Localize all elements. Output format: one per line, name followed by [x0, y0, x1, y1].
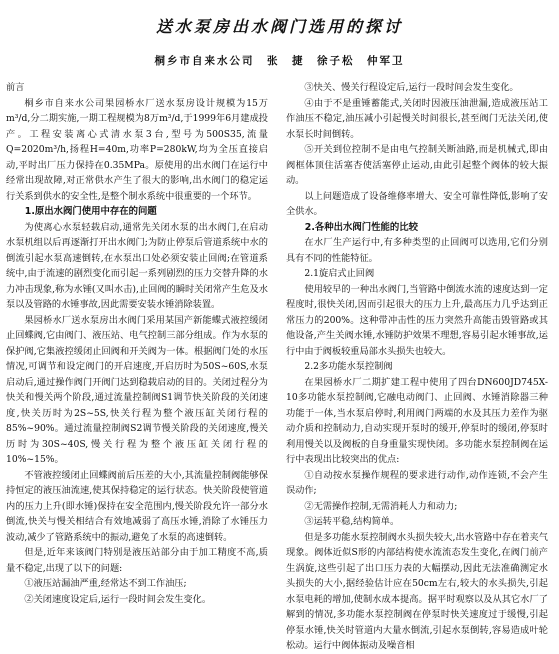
list-item: ④由于不是重锤蓄能式,关闭时因液压油泄漏,造成液压站工作油压不稳定,油压减小引起慢关时间很长,甚至阀门无法关闭,使水泵长时间倒转。	[286, 97, 548, 140]
list-item: ①自动按水泵操作规程的要求进行动作,动作连锁,不会产生误动作;	[286, 469, 548, 496]
paragraph: 为使离心水泵轻载启动,通常先关闭水泵的出水阀门,在启动水泵机组以后再逐渐打开出水阀门;为防止停泵后管道系统中水的倒流引起水泵高速倒转,在水泵出口处必须安装止回阀;在管道系统中,由于流速的剧烈变化而引起一系列剧烈的压力交替升降的水力冲击现象,称为水锤(又叫水击),止回阀的瞬时关闭常产生危及水泵以及管路的水锤事故,因此需要安装水锤消除装置。	[6, 221, 268, 310]
section-heading: 1.原出水阀门使用中存在的问题	[24, 206, 157, 217]
list-item: ③快关、慢关行程设定后,运行一段时间会发生变化。	[304, 82, 519, 93]
section-heading: 2.各种出水阀门性能的比较	[304, 221, 419, 233]
paragraph: 果园桥水厂送水泵房出水阀门采用某国产新能蝶式液控缓闭止回蝶阀,它由阀门、液压站、电气控制三部分组成。作为水泵的保护阀,它集液控缓闭止回阀和开关阀为一体。根据阀门处的水压情况,可调节和设定阀门的开启速度,开启历时为50S~60S,水泵启动后,通过操作阀门开阀门达到稳载启动的目的。关闭过程分为快关和慢关两个阶段,通过流量控制阀S1调节快关阶段的关闭速度,快关历时为2S~5S,快关行程为整个液压缸关闭行程的85%~90%。通过流量控制阀S2调节慢关阶段的关闭速度,慢关历时为30S~40S,慢关行程为整个液压缸关闭行程的10%~15%。	[6, 314, 268, 465]
preface-label: 前言	[6, 82, 25, 93]
paragraph: 在水厂生产运行中,有多种类型的止回阀可以选用,它们分别具有不同的性能特征。	[286, 237, 548, 264]
subsection-heading: 2.1旋启式止回阀	[304, 268, 375, 279]
author-line: 桐乡市自来水公司 张 捷 徐子松 仲军卫	[154, 55, 405, 67]
list-item: ⑤开关到位控制不是由电气控制关断油路,而是机械式,即由阀框体顶住活塞杏使活塞停止运动,由此引起整个阀体的较大振动。	[286, 144, 548, 186]
paragraph: 在果园桥水厂二期扩建工程中使用了四台DN600JD745X-10多功能水泵控制阀,它融电动阀门、止回阀、水锤消除器三种功能于一体,当水泵启停时,利用阀门两端的水及其压力差作为驱动介质和控制动力,自动实现开泵时的缓开,停泵时的缓闭,停泵时利用慢关以及阀板的自身重量实现快闭。多功能水泵控制阀在运行中表现出比较突出的优点:	[286, 376, 548, 465]
list-item: ②无需操作控制,无需消耗人力和动力;	[304, 500, 458, 512]
list-item: ②关闭速度设定后,运行一段时间会发生变化。	[24, 593, 212, 605]
paragraph: 但是,近年来该阀门特别是液压站部分由于加工精度不高,质量不稳定,出现了以下的问题:	[6, 547, 268, 574]
paragraph: 以上问题造成了设备维修率增大、安全可靠性降低,影响了安全供水。	[286, 190, 548, 217]
list-item: ③运转平稳,结构简单。	[304, 516, 400, 527]
left-column	[6, 80, 268, 607]
right-column	[286, 80, 548, 654]
paragraph: 但是多功能水泵控制阀水头损失较大,出水管路中存在着夹气现象。阀体近似S形的内部结构使水流流态发生变化,在阀门前产生涡旋,这些引起了出口压力表的大幅摆动,因此无法准确测定水头损失的大小,据经验估计应在50cm左右,较大的水头损失,引起水泵电耗的增加,使制水成本提高。据平时观察以及从其它水厂了解到的情况,多功能水泵控制阀在停泵时快关速度过于缓慢,引起停泵水锤,快关时管道内大量水倒流,引起水泵倒转,容易造成叶轮松动。运行中阀体振动及噪音相	[286, 531, 548, 651]
article-title: 送水泵房出水阀门选用的探讨	[155, 17, 403, 36]
list-item: ①液压站漏油严重,经常达不到工作油压;	[24, 578, 187, 589]
subsection-heading: 2.2多功能水泵控制阀	[304, 361, 393, 372]
paragraph: 使用较早的一种出水阀门,当管路中倒流水流的速度达到一定程度时,很快关闭,因而引起很大的压力上升,最高压力几乎达到正常压力的200%。这种带冲击性的压力突然升高能击毁管路或其他设备,产生关阀水锤,水锤防护效果不理想,容易引起水锤事故,运行中由于阀板较重局部水头损失也较大。	[286, 283, 548, 357]
paragraph: 桐乡市自来水公司果园桥水厂送水泵房设计规模为15万m³/d,分二期实施,一期工程规模为8万m³/d,于1999年6月建成投产。工程安装离心式清水泵3台,型号为500S35,流量Q=2020m³/h,扬程H=40m,功率P=280kW,均为全压直接启动,平时出厂压力保持在0.35MPa。原使用的出水阀门在运行中经常出现故障,对正常供水产生了很大的影响,出水阀门的稳定运行关系到供水的安全性,是整个制水系统中很重要的一个环节。	[6, 97, 268, 202]
paragraph: 不管液控缓闭止回蝶阀前后压差的大小,其流量控制阀能够保持恒定的液压油流速,使其保持稳定的运行状态。快关阶段使管道内的压力上升(即水锤)保持在安全范围内,慢关阶段允许一部分水倒流,快关与慢关相结合有效地减弱了高压水锤,消除了水锤压力波动,减少了管路系统中的振动,避免了水泵的高速倒转。	[6, 469, 268, 543]
